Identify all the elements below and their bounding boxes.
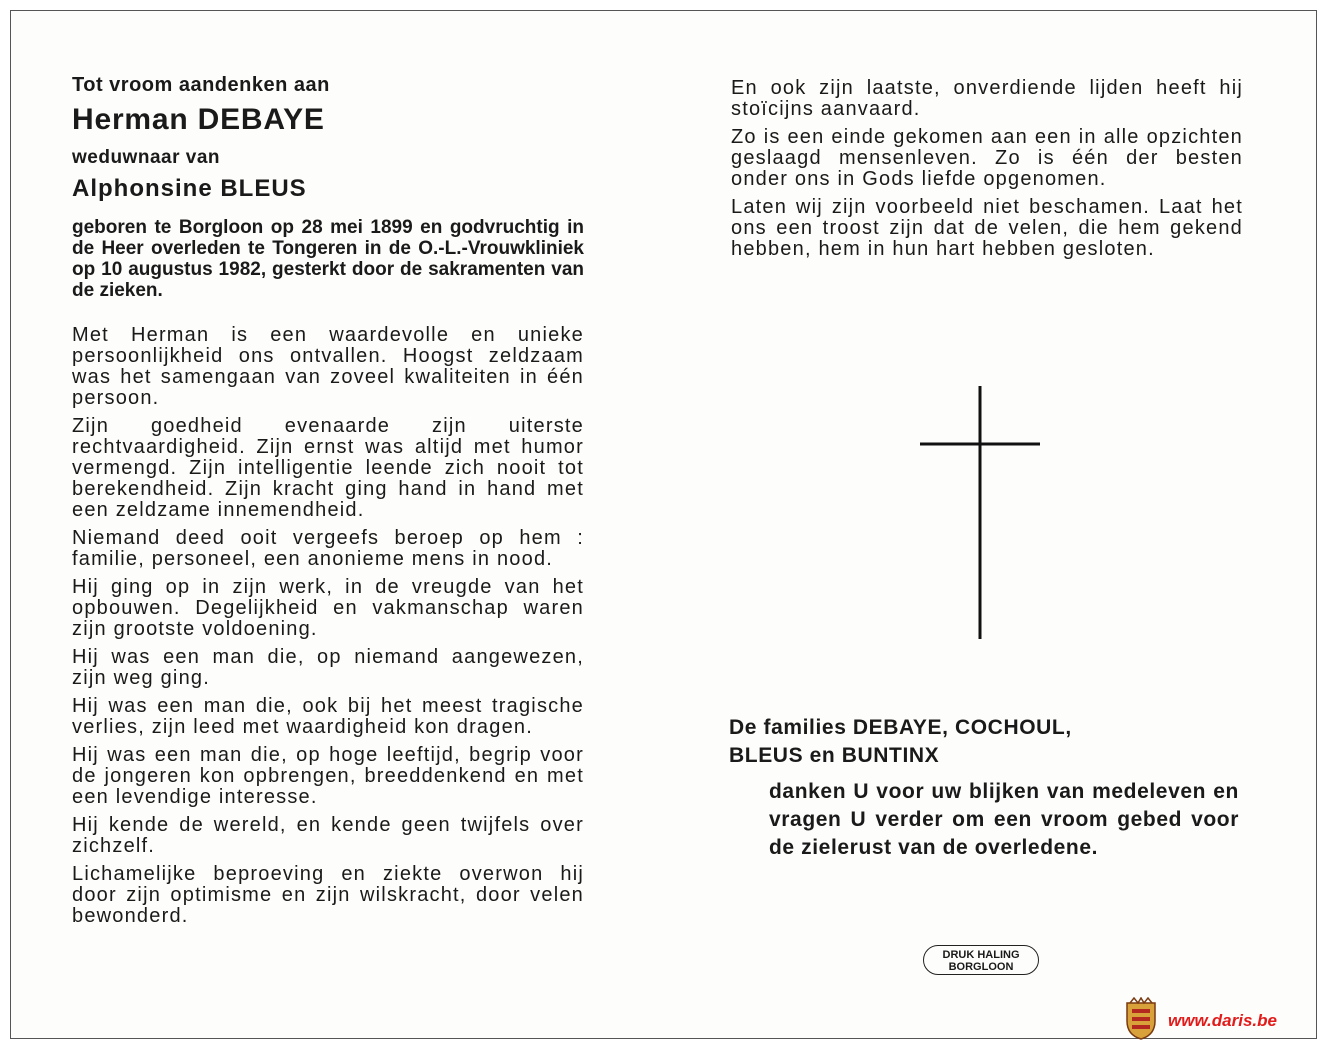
- right-column: [731, 78, 1243, 267]
- watermark-link[interactable]: www.daris.be: [1168, 1011, 1277, 1030]
- printer-location: BORGLOON: [948, 961, 1014, 973]
- tribute-paragraph: Hij was een man die, ook bij het meest tragische verlies, zijn leed met waardigheid kon dragen.: [72, 695, 584, 738]
- tribute-paragraph: Laten wij zijn voorbeeld niet beschamen. Laat het ons een troost zijn dat de velen, die hem gekend hebben, hem in hun hart hebben gesloten.: [731, 196, 1243, 260]
- left-column: [72, 74, 584, 934]
- deceased-name: Herman DEBAYE: [72, 103, 325, 136]
- tribute-paragraph: Zo is een einde gekomen aan een in alle opzichten geslaagd mensenleven. Zo is één der besten onder ons in Gods liefde opgenomen.: [731, 126, 1243, 190]
- families-line: De families DEBAYE, COCHOUL,: [729, 716, 1072, 739]
- families-line: BLEUS en BUNTINX: [729, 744, 940, 767]
- memorial-heading: Tot vroom aandenken aan: [72, 74, 330, 96]
- birth-death-details: geboren te Borgloon op 28 mei 1899 en godvruchtig in de Heer overleden te Tongeren in de O.-L.-Vrouwkliniek op 10 augustus 1982, gesterkt door de sakramenten van de zieken.: [72, 217, 584, 301]
- tribute-paragraph: Hij kende de wereld, en kende geen twijfels over zichzelf.: [72, 814, 584, 857]
- spouse-name: Alphonsine BLEUS: [72, 175, 307, 202]
- tribute-paragraph: Hij was een man die, op hoge leeftijd, begrip voor de jongeren kon opbrengen, breeddenkend en met een levendige interesse.: [72, 744, 584, 808]
- tribute-paragraph: Hij was een man die, op niemand aangewezen, zijn weg ging.: [72, 646, 584, 689]
- families-signature: [729, 714, 1169, 770]
- tribute-paragraph: Niemand deed ooit vergeefs beroep op hem : familie, personeel, een anonieme mens in nood.: [72, 527, 584, 570]
- printer-stamp: [923, 945, 1039, 975]
- tribute-paragraph: Lichamelijke beproeving en ziekte overwon hij door zijn optimisme en zijn wilskracht, door velen bewonderd.: [72, 863, 584, 927]
- tribute-paragraph: Hij ging op in zijn werk, in de vreugde van het opbouwen. Degelijkheid en vakmanschap waren zijn grootste voldoening.: [72, 576, 584, 640]
- thanks-text: danken U voor uw blijken van medeleven en vragen U verder om een vroom gebed voor de zielerust van de overledene.: [769, 780, 1239, 859]
- printer-name: DRUK HALING: [942, 949, 1020, 961]
- tribute-paragraph: Zijn goedheid evenaarde zijn uiterste rechtvaardigheid. Zijn ernst was altijd met humor vermengd. Zijn intelligentie leende zich nooit tot berekendheid. Zijn kracht ging hand in hand met een zeldzame innemendheid.: [72, 415, 584, 521]
- cross-icon: [918, 384, 1042, 642]
- crest-icon: [1124, 997, 1158, 1041]
- tribute-paragraph: Met Herman is een waardevolle en unieke persoonlijkheid ons ontvallen. Hoogst zeldzaam was het samengaan van zoveel kwaliteiten in één persoon.: [72, 324, 584, 409]
- relation-label: weduwnaar van: [72, 147, 220, 168]
- tribute-paragraph: En ook zijn laatste, onverdiende lijden heeft hij stoïcijns aanvaard.: [731, 77, 1243, 120]
